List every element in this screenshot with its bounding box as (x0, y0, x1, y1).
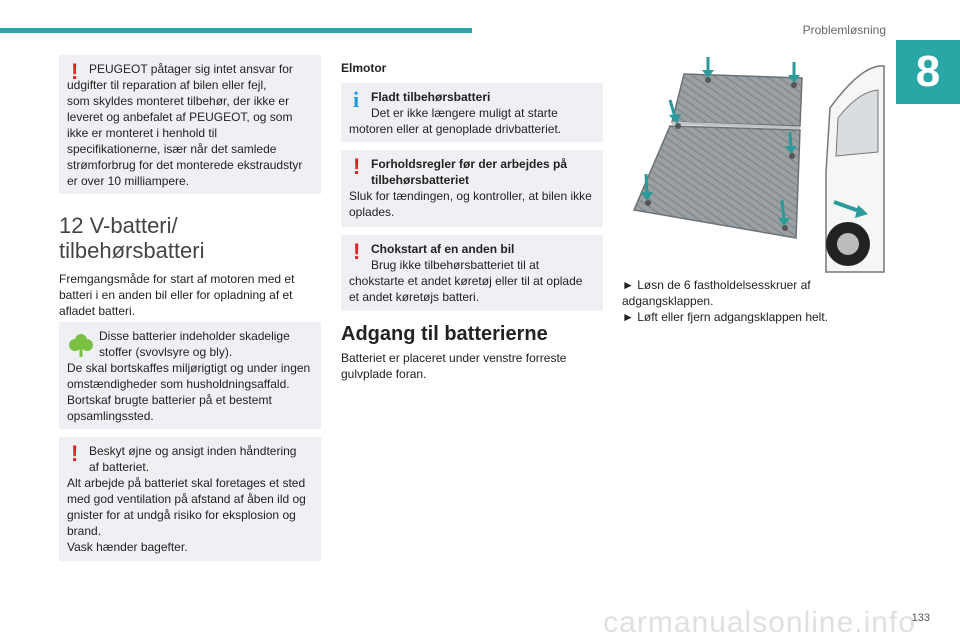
note-body: Alt arbejde på batteriet skal foretages et sted med god ventilation på afstand af åben ild og gnister for at undgå risiko for eksplosion og brand. Vask hænder bagefter. (67, 476, 306, 554)
note-title: Forholdsregler før der arbejdes på tilbehørsbatteriet (371, 157, 568, 187)
environment-note (59, 322, 321, 429)
warning-note-liability (59, 55, 321, 194)
instruction-steps (622, 277, 872, 325)
note-first-line: Det er ikke længere muligt at starte (371, 106, 558, 120)
tree-icon (69, 332, 93, 362)
note-body: Sluk for tændingen, og kontroller, at bilen ikke oplades. (349, 189, 592, 219)
exclamation-icon: ! (353, 154, 361, 179)
step-1: ► Løsn de 6 fastholdelsesskruer af adgangsklappen. (622, 278, 811, 308)
header-accent-bar (0, 28, 472, 33)
warning-note-precautions (341, 150, 603, 227)
access-paragraph: Batteriet er placeret under venstre forreste gulvplade foran. (341, 351, 567, 381)
note-first-lines: Disse batterier indeholder skadelige stoffer (svovlsyre og bly). (99, 329, 290, 359)
intro-paragraph: Fremgangsmåde for start af motoren med et batteri i en anden bil eller for opladning af et afladet batteri. (59, 272, 295, 318)
watermark: carmanualsonline.info (603, 606, 916, 639)
note-body: udgifter til reparation af bilen eller fejl, som skyldes monteret tilbehør, der ikke er leveret og anbefalet af PEUGEOT, og som ikke er monteret i henhold til specifikationerne, især når det samlede strømforbrug for det monterede ekstraudstyr er over 10 milliampere. (67, 78, 303, 188)
note-title: Fladt tilbehørsbatteri (371, 90, 491, 104)
page-header-title: Problemløsning (802, 23, 886, 37)
exclamation-icon: ! (71, 441, 79, 466)
access-heading: Adgang til batterierne (341, 323, 548, 345)
info-icon: i (353, 87, 360, 112)
note-first-line: PEUGEOT påtager sig intet ansvar for (89, 62, 293, 76)
note-body: De skal bortskaffes miljørigtigt og under ingen omstændigheder som husholdningsaffald. Bortskaf brugte batterier på et bestemt opsamlingssted. (67, 361, 311, 423)
chapter-tab: 8 (896, 40, 960, 104)
note-first-lines: Beskyt øjne og ansigt inden håndtering af batteriet. (89, 444, 297, 474)
note-body: chokstarte et andet køretøj eller til at oplade et andet køretøjs batteri. (349, 274, 583, 304)
exclamation-icon: ! (71, 59, 79, 84)
subheading-elmotor: Elmotor (341, 61, 387, 75)
section-title: 12 V-batteri/ tilbehørsbatteri (59, 213, 205, 263)
note-title: Chokstart af en anden bil (371, 242, 515, 256)
floor-panel-illustration (622, 52, 886, 274)
step-2: ► Løft eller fjern adgangsklappen helt. (622, 310, 828, 324)
note-first-line: Brug ikke tilbehørsbatteriet til at (371, 258, 540, 272)
warning-note-jumpstart (341, 235, 603, 311)
note-body: motoren eller at genoplade drivbatteriet. (349, 122, 562, 136)
page-number: 133 (911, 612, 930, 624)
info-note-flat-battery (341, 83, 603, 142)
exclamation-icon: ! (353, 239, 361, 264)
warning-note-protection (59, 437, 321, 561)
